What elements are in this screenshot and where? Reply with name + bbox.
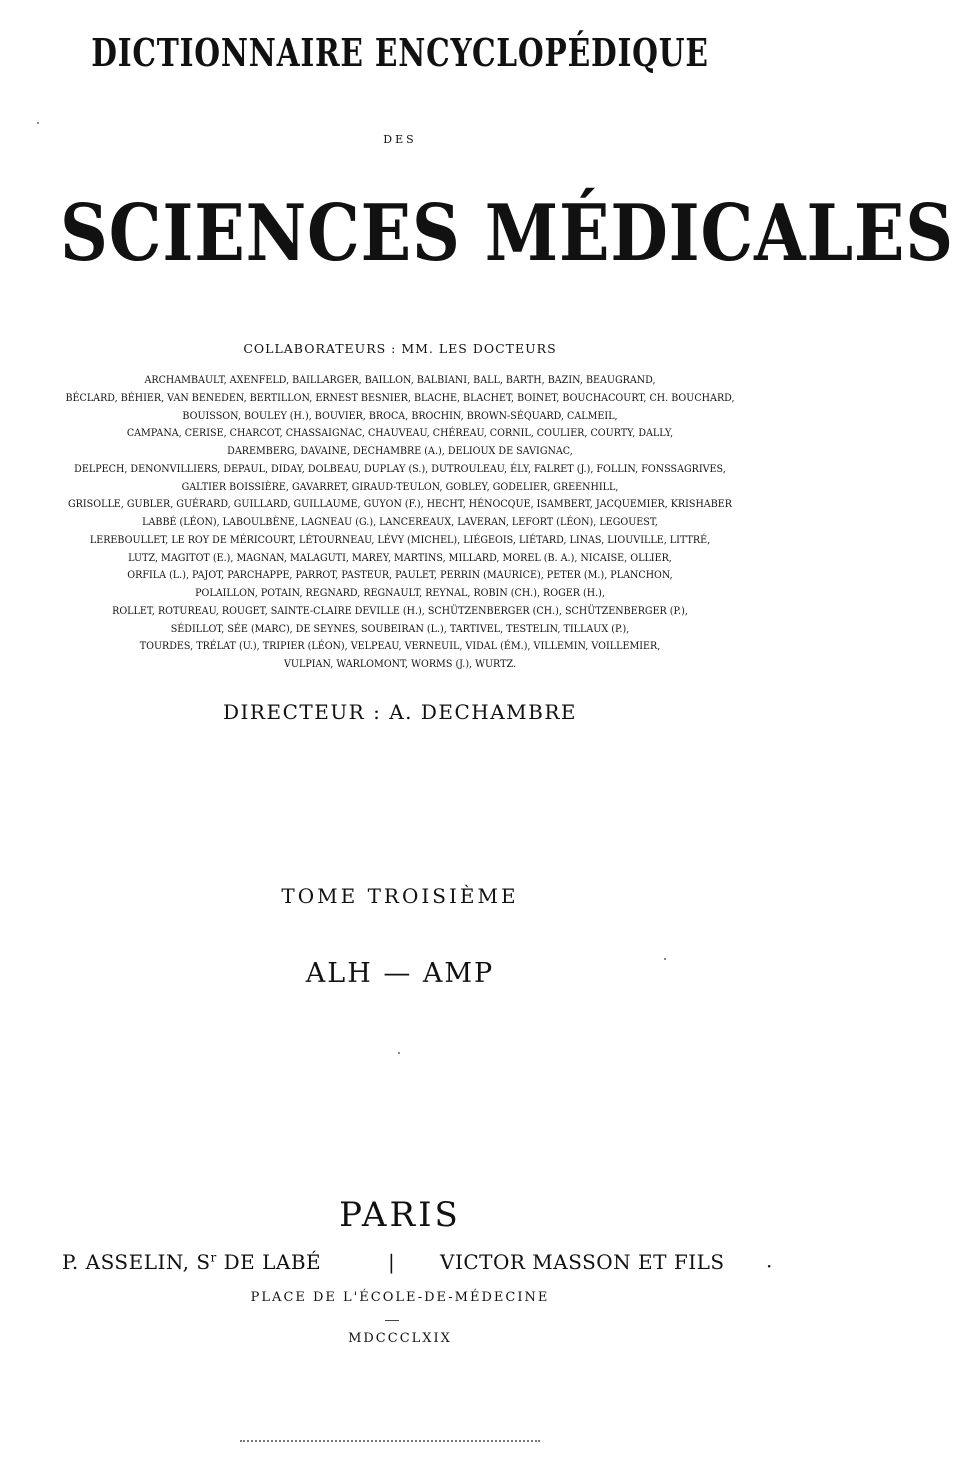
collaborator-line: DELPECH, DENONVILLIERS, DEPAUL, DIDAY, DOLBEAU, DUPLAY (S.), DUTROULEAU, ÉLY, FALRET (J.), FOLLIN, FONSSAGRIVES, bbox=[74, 462, 726, 475]
collaborator-line: LEREBOULLET, LE ROY DE MÉRICOURT, LÉTOURNEAU, LÉVY (MICHEL), LIÉGEOIS, LIÉTARD, LINAS, LIOUVILLE, LITTRÉ, bbox=[89, 533, 711, 546]
collaborator-line: DAREMBERG, DAVAINE, DECHAMBRE (A.), DELIOUX DE SAVIGNAC, bbox=[227, 445, 573, 457]
collaborator-line: VULPIAN, WARLOMONT, WORMS (J.), WURTZ. bbox=[283, 658, 517, 670]
publishers-line bbox=[0, 1250, 800, 1280]
collaborators-heading: COLLABORATEURS : MM. LES DOCTEURS bbox=[243, 341, 557, 356]
publication-year: MDCCCLXIX bbox=[348, 1331, 452, 1346]
print-speck bbox=[37, 122, 39, 124]
bottom-divider bbox=[240, 1440, 540, 1442]
print-speck bbox=[398, 1052, 400, 1054]
collaborator-line: GALTIER BOISSIÈRE, GAVARRET, GIRAUD-TEULON, GOBLEY, GODELIER, GREENHILL, bbox=[181, 480, 619, 493]
collaborator-line: LUTZ, MAGITOT (E.), MAGNAN, MALAGUTI, MAREY, MARTINS, MILLARD, MOREL (B. A.), NICAISE, OLLIER, bbox=[128, 551, 672, 564]
collaborator-line: CAMPANA, CERISE, CHARCOT, CHASSAIGNAC, CHAUVEAU, CHÉREAU, CORNIL, COULIER, COURTY, DALLY, bbox=[126, 427, 674, 440]
collaborator-line: BOUISSON, BOULEY (H.), BOUVIER, BROCA, BROCHIN, BROWN-SÉQUARD, CALMEIL, bbox=[182, 409, 618, 422]
collaborator-line: POLAILLON, POTAIN, REGNARD, REGNAULT, REYNAL, ROBIN (CH.), ROGER (H.), bbox=[195, 587, 605, 599]
dictionary-title: DICTIONNAIRE ENCYCLOPÉDIQUE bbox=[91, 30, 709, 75]
publisher-address: PLACE DE L'ÉCOLE-DE-MÉDECINE bbox=[250, 1290, 550, 1305]
des-connector: DES bbox=[383, 133, 417, 146]
collaborator-line: SÉDILLOT, SÉE (MARC), DE SEYNES, SOUBEIRAN (L.), TARTIVEL, TESTELIN, TILLAUX (P.), bbox=[170, 622, 630, 635]
collaborator-line: ARCHAMBAULT, AXENFELD, BAILLARGER, BAILLON, BALBIANI, BALL, BARTH, BAZIN, BEAUGRAND, bbox=[144, 374, 656, 386]
divider bbox=[385, 1320, 399, 1321]
city: PARIS bbox=[339, 1195, 461, 1235]
publisher-right: VICTOR MASSON ET FILS bbox=[440, 1250, 725, 1274]
collaborator-line: TOURDES, TRÉLAT (U.), TRIPIER (LÉON), VELPEAU, VERNEUIL, VIDAL (ÉM.), VILLEMIN, VOILLEMIER, bbox=[139, 640, 661, 653]
collaborator-line: BÉCLARD, BÉHIER, VAN BENEDEN, BERTILLON, ERNEST BESNIER, BLACHE, BLACHET, BOINET, BOUCHACOURT, CH. BOUCHARD, bbox=[65, 391, 735, 404]
publisher-left: P. ASSELIN, $S^r$ DE LABÉ bbox=[62, 1250, 322, 1274]
collaborator-line: LABBÉ (LÉON), LABOULBÈNE, LAGNEAU (G.), LANCEREAUX, LAVERAN, LEFORT (LÉON), LEGOUEST, bbox=[142, 516, 658, 528]
collaborators-list bbox=[0, 372, 800, 674]
print-speck bbox=[664, 958, 666, 960]
publisher-separator: | bbox=[388, 1250, 395, 1274]
director-line: DIRECTEUR : A. DECHAMBRE bbox=[222, 700, 578, 724]
volume-range: ALH — AMP bbox=[305, 958, 495, 989]
collaborator-line: GRISOLLE, GUBLER, GUÉRARD, GUILLARD, GUILLAUME, GUYON (F.), HECHT, HÉNOCQUE, ISAMBERT, JACQUEMIER, KRISHABER bbox=[68, 498, 732, 511]
collaborator-line: ROLLET, ROTUREAU, ROUGET, SAINTE-CLAIRE DEVILLE (H.), SCHÜTZENBERGER (CH.), SCHÜTZENBERGER (P.), bbox=[112, 604, 688, 617]
main-title: SCIENCES MÉDICALES bbox=[60, 188, 954, 279]
collaborator-line: ORFILA (L.), PAJOT, PARCHAPPE, PARROT, PASTEUR, PAULET, PERRIN (MAURICE), PETER (M.), PLANCHON, bbox=[127, 569, 673, 582]
publisher-dot: · bbox=[766, 1254, 773, 1278]
tome-label: TOME TROISIÈME bbox=[281, 884, 519, 908]
